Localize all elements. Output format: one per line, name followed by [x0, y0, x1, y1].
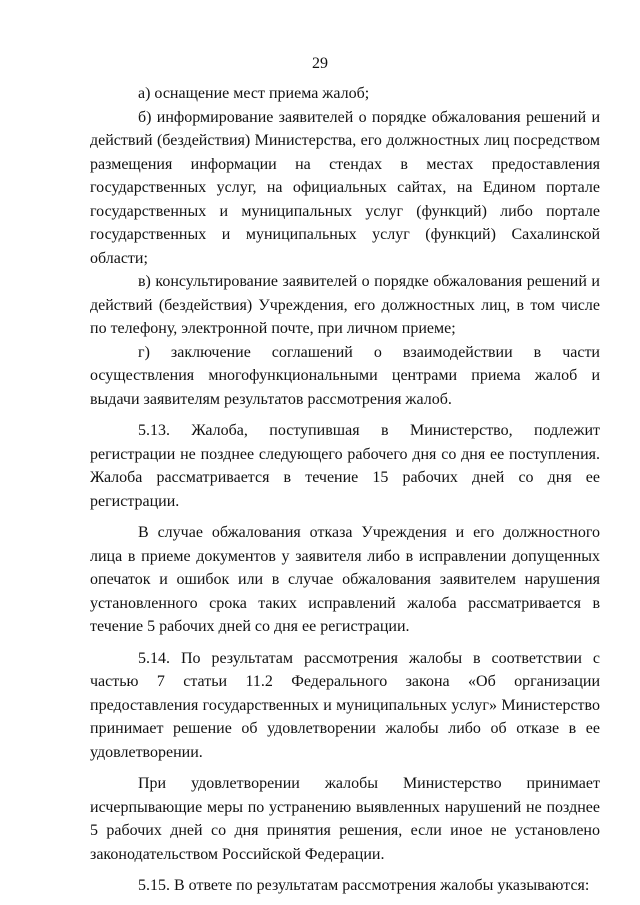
- paragraph-5-13: 5.13. Жалоба, поступившая в Министерство, подлежит регистрации не позднее следующего рабочего дня со дня ее поступления. Жалоба рассматривается в течение 15 рабочих дней со дня ее регистрации.: [90, 422, 600, 510]
- paragraph-5-14-satisfaction: При удовлетворении жалобы Министерство принимает исчерпывающие меры по устранению выявленных нарушений не позднее 5 рабочих дней со дня принятия решения, если иное не установлено законодательством Российской Федерации.: [90, 775, 600, 863]
- paragraph-5-15: 5.15. В ответе по результатам рассмотрения жалобы указываются:: [138, 877, 590, 894]
- paragraph-b: б) информирование заявителей о порядке обжалования решений и действий (бездействия) Министерства, его должностных лиц посредством размещения информации на стендах в местах предоставления государственных услуг, на официальных сайтах, на Едином портале государственных и муниципальных услуг (функций) либо портале государственных и муниципальных услуг (функций) Сахалинской области;: [90, 108, 600, 267]
- document-body: [90, 82, 600, 898]
- paragraph-5-14: 5.14. По результатам рассмотрения жалобы в соответствии с частью 7 статьи 11.2 Федерального закона «Об организации предоставления государственных и муниципальных услуг» Министерство принимает решение об удовлетворении жалобы либо об отказе в ее удовлетворении.: [90, 649, 600, 761]
- page-number: 29: [312, 55, 328, 72]
- paragraph-g: г) заключение соглашений о взаимодействии в части осуществления многофункциональными центрами приема жалоб и выдачи заявителям результатов рассмотрения жалоб.: [90, 343, 600, 408]
- paragraph-a: а) оснащение мест приема жалоб;: [138, 85, 370, 102]
- paragraph-v: в) консультирование заявителей о порядке обжалования решений и действий (бездействия) Учреждения, его должностных лиц, в том числе по телефону, электронной почте, при личном приеме;: [90, 273, 600, 337]
- paragraph-5-13-appeal: В случае обжалования отказа Учреждения и его должностного лица в приеме документов у заявителя либо в исправлении допущенных опечаток и ошибок или в случае обжалования заявителем нарушения установленного срока таких исправлений жалоба рассматривается в течение 5 рабочих дней со дня ее регистрации.: [90, 524, 600, 635]
